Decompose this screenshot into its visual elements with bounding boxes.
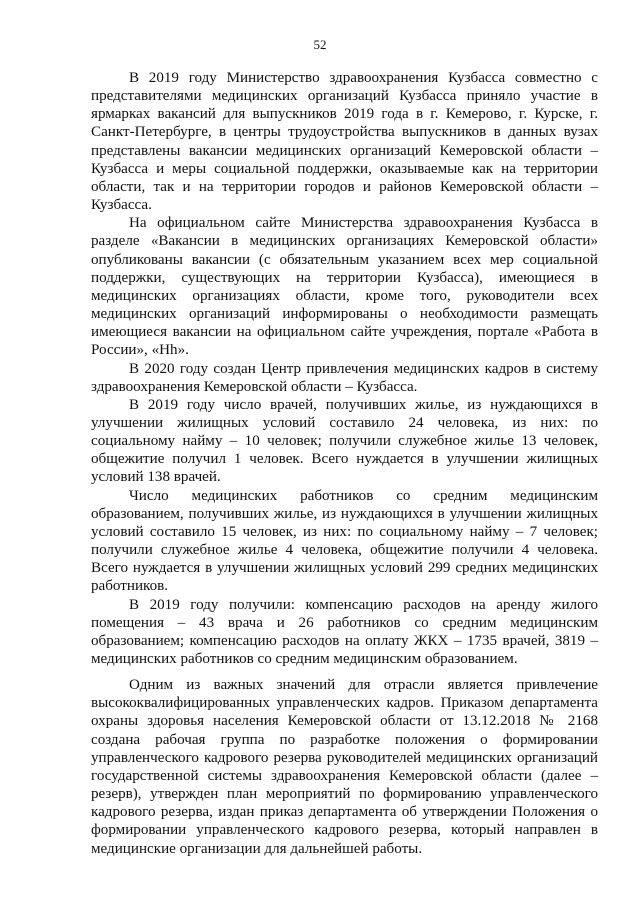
paragraph-nurses-housing: Число медицинских работников со средним медицинским образованием, получивших жилье, из нуждающихся в улучшении жилищных условий составило 15 человек, из них: по социальному найму – 7 человек; получили служебное жилье 4 человека, общежитие получили 4 человека. Всего нуждается в улучшении жилищных условий 299 средних медицинских работников. [91, 487, 598, 595]
page-number: 52 [313, 37, 327, 52]
paragraph-doctors-housing: В 2019 году число врачей, получивших жилье, из нуждающихся в улучшении жилищных условий составило 24 человека, из них: по социальному найму – 10 человек; получили служебное жилье 13 человек, общежитие получил 1 человек. Всего нуждается в улучшении жилищных условий 138 врачей. [91, 396, 598, 486]
paragraph-compensation: В 2019 году получили: компенсацию расходов на аренду жилого помещения – 43 врача и 26 работников со средним медицинским образованием; компенсацию расходов на оплату ЖКХ – 1735 врачей, 3819 – медицинских работников со средним медицинским образованием. [91, 596, 598, 667]
paragraph-recruitment-center: В 2020 году создан Центр привлечения медицинских кадров в систему здравоохранения Кемеровской области – Кузбасса. [91, 360, 598, 395]
paragraph-website-vacancies: На официальном сайте Министерства здравоохранения Кузбасса в разделе «Вакансии в медицинских организациях Кемеровской области» опубликованы вакансии (с обязательным указанием всех мер социальной поддержки, существующих на территории Кузбасса), имеющиеся в медицинских организациях области, кроме того, руководители всех медицинских организаций информированы о необходимости размещать имеющиеся вакансии на официальном сайте учреждения, портале «Работа в России», «Hh». [91, 215, 598, 359]
paragraph-management-reserve: Одним из важных значений для отрасли является привлечение высококвалифицированных управленческих кадров. Приказом департамента охраны здоровья населения Кемеровской области от 13.12.2018 № 2168 создана рабочая группа по разработке положения о формировании управленческого кадрового резерва руководителей медицинских организаций государственной системы здравоохранения Кемеровской области (далее – резерв), утвержден план мероприятий по формированию управленческого кадрового резерва, издан приказ департамента об утверждении Положения о формировании управленческого кадрового резерва, который направлен в медицинские организации для дальнейшей работы. [91, 677, 598, 857]
paragraph-job-fairs: В 2019 году Министерство здравоохранения Кузбасса совместно с представителями медицинских организаций Кузбасса приняло участие в ярмарках вакансий для выпускников 2019 года в г. Кемерово, г. Курске, г. Санкт-Петербурге, в центры трудоустройства выпускников в данных вузах представлены вакансии медицинских организаций Кемеровской области – Кузбасса и меры социальной поддержки, оказываемые как на территории области, так и на территории городов и районов Кемеровской области – Кузбасса. [91, 70, 598, 214]
document-body [91, 69, 598, 858]
